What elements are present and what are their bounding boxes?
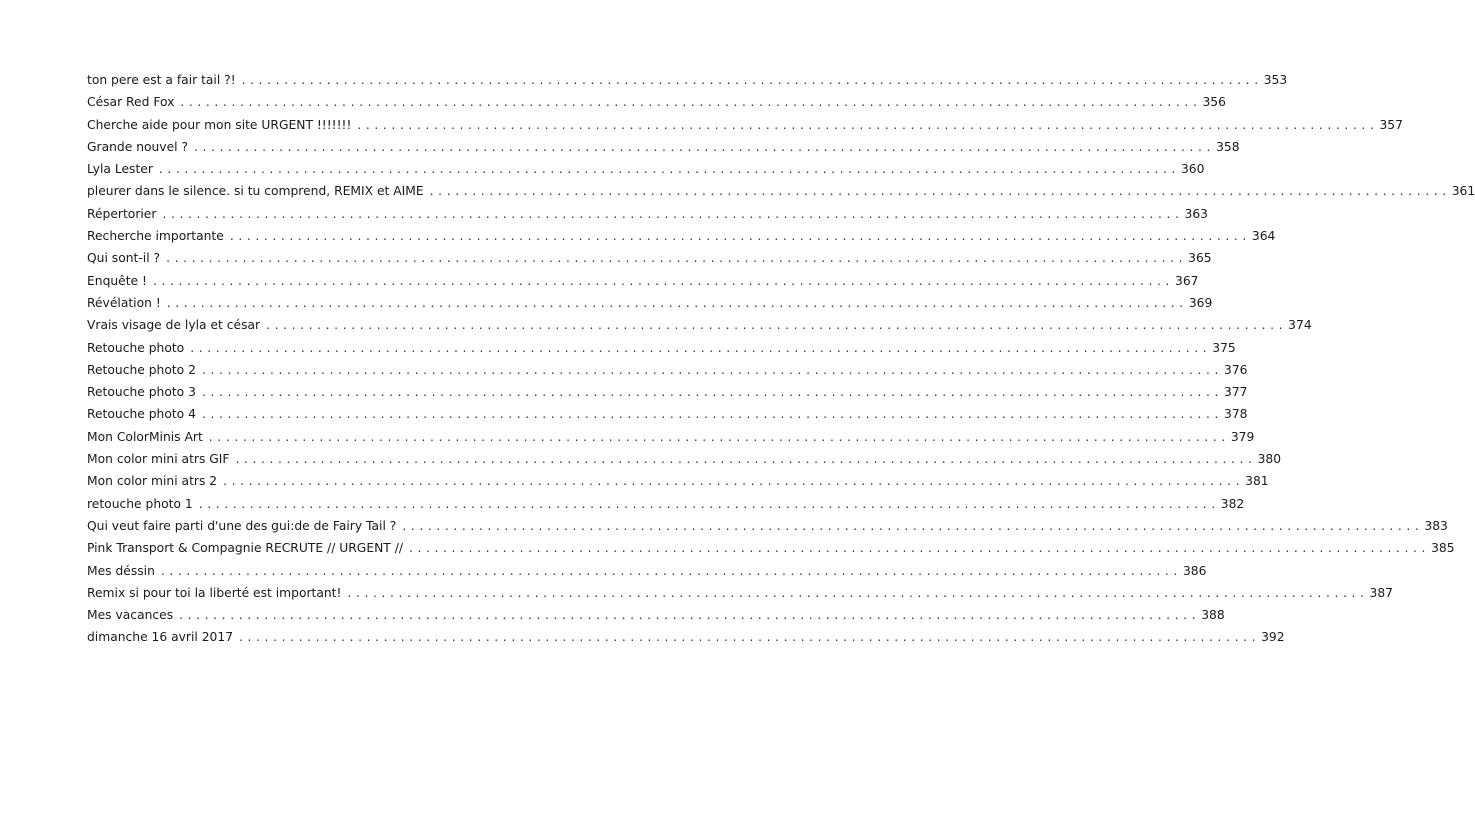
toc-entry-title: Retouche photo 2	[87, 362, 196, 377]
dot-leader: ........................................................................................................................	[357, 117, 1379, 132]
dot-leader: ........................................................................................................................	[152, 273, 1175, 288]
toc-entry[interactable]	[87, 470, 1269, 492]
toc-entry-title: Enquête !	[87, 273, 147, 288]
toc-entry-title: Pink Transport & Compagnie RECRUTE // URGENT //	[87, 541, 403, 556]
toc-entry-page: 385	[1431, 541, 1455, 556]
toc-entry[interactable]	[87, 582, 1393, 604]
toc-entry-page: 376	[1224, 362, 1248, 377]
toc-entry[interactable]	[87, 114, 1403, 136]
toc-entry[interactable]	[87, 537, 1455, 559]
toc-entry[interactable]	[87, 403, 1248, 425]
dot-leader: ........................................................................................................................	[241, 73, 1263, 87]
toc-entry[interactable]	[87, 426, 1255, 448]
toc-entry-page: 387	[1369, 585, 1393, 600]
toc-entry-page: 365	[1188, 251, 1212, 266]
toc-entry-page: 369	[1188, 295, 1213, 310]
toc-entry-title: César Red Fox	[87, 95, 175, 110]
toc-entry-title: Mon color mini atrs GIF	[87, 452, 230, 467]
toc-entry-title: Retouche photo 3	[87, 385, 196, 400]
toc-entry-title: pleurer dans le silence. si tu comprend, REMIX et AIME	[87, 184, 424, 199]
toc-entry-title: ton pere est a fair tail ?!	[87, 73, 236, 87]
dot-leader: ........................................................................................................................	[201, 385, 1223, 400]
toc-entry[interactable]	[87, 91, 1226, 113]
toc-entry-page: 382	[1220, 496, 1245, 511]
dot-leader: ........................................................................................................................	[162, 206, 1184, 221]
toc-entry[interactable]	[87, 158, 1205, 180]
toc-entry-page: 378	[1224, 407, 1248, 422]
toc-entry-title: Cherche aide pour mon site URGENT !!!!!!!	[87, 117, 352, 132]
toc-entry-title: Mes déssin	[87, 563, 155, 578]
toc-entry[interactable]	[87, 136, 1240, 158]
dot-leader: ........................................................................................................................	[347, 585, 1369, 600]
toc-entry-page: 358	[1216, 139, 1240, 154]
toc-entry-title: Qui sont-il ?	[87, 251, 161, 266]
toc-entry-title: Recherche importante	[87, 229, 224, 244]
toc-entry-page: 353	[1263, 73, 1288, 87]
toc-entry-page: 374	[1288, 318, 1312, 333]
toc-entry-page: 381	[1245, 474, 1269, 489]
dot-leader: ........................................................................................................................	[208, 429, 1230, 444]
dot-leader: ........................................................................................................................	[166, 251, 1188, 266]
toc-entry[interactable]	[87, 448, 1282, 470]
toc-entry-title: Mon ColorMinis Art	[87, 429, 203, 444]
toc-entry-title: Répertorier	[87, 206, 157, 221]
toc-entry-page: 383	[1424, 518, 1448, 533]
toc-entry-page: 377	[1224, 385, 1248, 400]
dot-leader: ........................................................................................................................	[180, 95, 1202, 110]
toc-entry-title: Retouche photo	[87, 340, 185, 355]
dot-leader: ........................................................................................................................	[223, 474, 1245, 489]
toc-entry-title: retouche photo 1	[87, 496, 193, 511]
toc-entry-title: Vrais visage de lyla et césar	[87, 318, 261, 333]
toc-entry-title: Grande nouvel ?	[87, 139, 188, 154]
toc-entry-title: Révélation !	[87, 295, 161, 310]
toc-entry-page: 388	[1201, 608, 1225, 623]
dot-leader: ........................................................................................................................	[190, 340, 1212, 355]
dot-leader: ........................................................................................................................	[229, 229, 1251, 244]
toc-entry-page: 375	[1212, 340, 1236, 355]
dot-leader: ........................................................................................................................	[201, 407, 1223, 422]
toc-entry-title: Mes vacances	[87, 608, 174, 623]
dot-leader: ........................................................................................................................	[266, 318, 1288, 333]
toc-entry[interactable]	[87, 493, 1245, 515]
dot-leader: ........................................................................................................................	[235, 452, 1257, 467]
toc-entry-title: dimanche 16 avril 2017	[87, 630, 234, 645]
dot-leader: ........................................................................................................................	[158, 162, 1180, 177]
toc-entry[interactable]	[87, 203, 1208, 225]
toc-entry[interactable]	[87, 359, 1248, 381]
dot-leader: ........................................................................................................................	[160, 563, 1182, 578]
toc-entry-title: Qui veut faire parti d'une des gui:de de Fairy Tail ?	[87, 518, 397, 533]
toc-entry[interactable]	[87, 69, 1288, 91]
dot-leader: ........................................................................................................................	[429, 184, 1451, 199]
dot-leader: ........................................................................................................................	[402, 518, 1424, 533]
toc-entry-title: Lyla Lester	[87, 162, 153, 177]
toc-entry[interactable]	[87, 381, 1248, 403]
toc-entry[interactable]	[87, 225, 1276, 247]
toc-entry-page: 357	[1379, 117, 1403, 132]
toc-entry-title: Remix si pour toi la liberté est important!	[87, 585, 342, 600]
toc-entry[interactable]	[87, 626, 1285, 648]
toc-entry-page: 367	[1175, 273, 1199, 288]
toc-entry[interactable]	[87, 604, 1225, 626]
toc-entry[interactable]	[87, 337, 1236, 359]
toc-entry[interactable]	[87, 247, 1212, 269]
toc-entry[interactable]	[87, 560, 1207, 582]
toc-entry[interactable]	[87, 270, 1199, 292]
dot-leader: ........................................................................................................................	[239, 630, 1261, 645]
dot-leader: ........................................................................................................................	[198, 496, 1220, 511]
toc-entry[interactable]	[87, 180, 1475, 202]
toc-entry-page: 363	[1184, 206, 1208, 221]
dot-leader: ........................................................................................................................	[166, 295, 1188, 310]
dot-leader: ........................................................................................................................	[201, 362, 1223, 377]
toc-entry-title: Mon color mini atrs 2	[87, 474, 218, 489]
dot-leader: ........................................................................................................................	[409, 541, 1431, 556]
toc-entry-page: 392	[1261, 630, 1285, 645]
dot-leader: ........................................................................................................................	[194, 139, 1216, 154]
toc-entry-page: 364	[1251, 229, 1276, 244]
toc-entry-page: 361	[1451, 184, 1475, 199]
toc-entry-page: 379	[1230, 429, 1255, 444]
dot-leader: ........................................................................................................................	[179, 608, 1201, 623]
toc-entry[interactable]	[87, 292, 1213, 314]
toc-entry-page: 356	[1202, 95, 1226, 110]
table-of-contents	[87, 69, 1475, 649]
toc-entry-title: Retouche photo 4	[87, 407, 196, 422]
toc-entry[interactable]	[87, 515, 1448, 537]
toc-entry-page: 386	[1182, 563, 1207, 578]
toc-entry[interactable]	[87, 314, 1312, 336]
toc-entry-page: 360	[1180, 162, 1205, 177]
toc-entry-page: 380	[1257, 452, 1282, 467]
